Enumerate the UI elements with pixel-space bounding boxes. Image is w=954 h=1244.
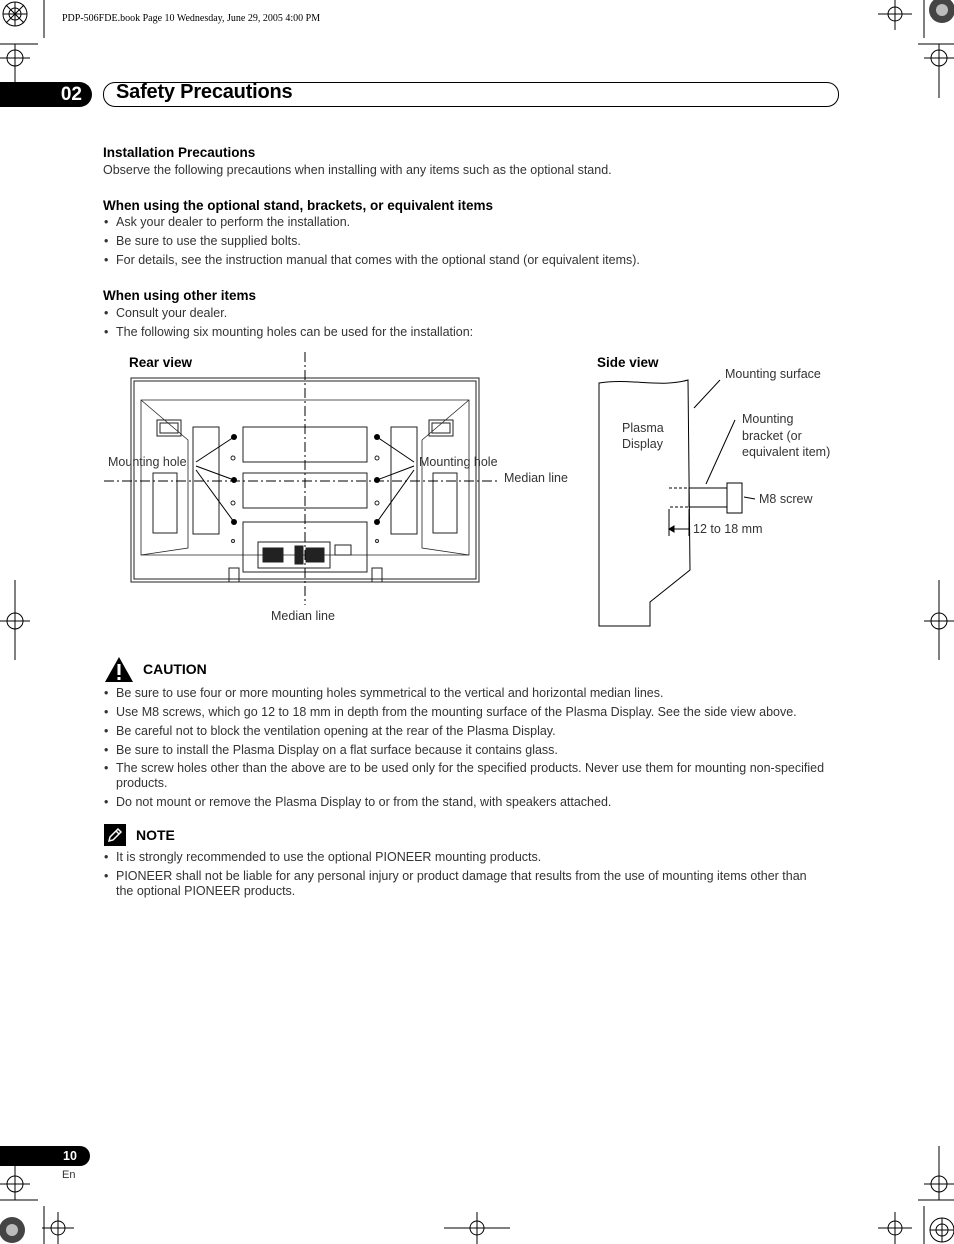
page-number: 10 xyxy=(63,1149,77,1163)
caution-heading: CAUTION xyxy=(143,661,207,677)
pencil-icon xyxy=(104,824,126,846)
chapter-number: 02 xyxy=(60,84,82,105)
bracket-label-line1: Mounting xyxy=(742,412,794,426)
page-title: Safety Precautions xyxy=(116,81,293,103)
language-code: En xyxy=(62,1169,76,1181)
plasma-label-line1: Plasma xyxy=(622,421,664,435)
plasma-label-line2: Display xyxy=(622,437,663,451)
median-line-vertical-label: Median line xyxy=(271,609,335,623)
mounting-surface-label: Mounting surface xyxy=(725,367,821,381)
side-view-panel xyxy=(599,380,755,626)
mounting-hole-label-right: Mounting hole xyxy=(419,455,498,469)
bracket-label-line3: equivalent item) xyxy=(742,445,831,459)
bracket-label-line2: bracket (or xyxy=(742,429,802,443)
stand-heading: When using the optional stand, brackets, or equivalent items xyxy=(103,198,494,213)
book-info-line: PDP-506FDE.book Page 10 Wednesday, June 29, 2005 4:00 PM xyxy=(62,13,321,24)
depth-label: 12 to 18 mm xyxy=(693,522,763,536)
installation-heading: Installation Precautions xyxy=(103,145,256,160)
side-view-title: Side view xyxy=(597,355,659,370)
note-heading: NOTE xyxy=(136,827,175,843)
other-items-heading: When using other items xyxy=(103,288,257,303)
list-item-continuation: products. xyxy=(116,776,168,790)
warning-icon xyxy=(104,656,134,683)
median-line-horizontal-label: Median line xyxy=(504,471,568,485)
rear-view-title: Rear view xyxy=(129,355,193,370)
page-number-badge xyxy=(0,1146,90,1166)
mounting-hole-label-left: Mounting hole xyxy=(108,455,187,469)
screw-label: M8 screw xyxy=(759,492,813,506)
installation-intro: Observe the following precautions when installing with any items such as the optional stand. xyxy=(103,163,612,177)
list-item-continuation: the optional PIONEER products. xyxy=(116,884,296,898)
